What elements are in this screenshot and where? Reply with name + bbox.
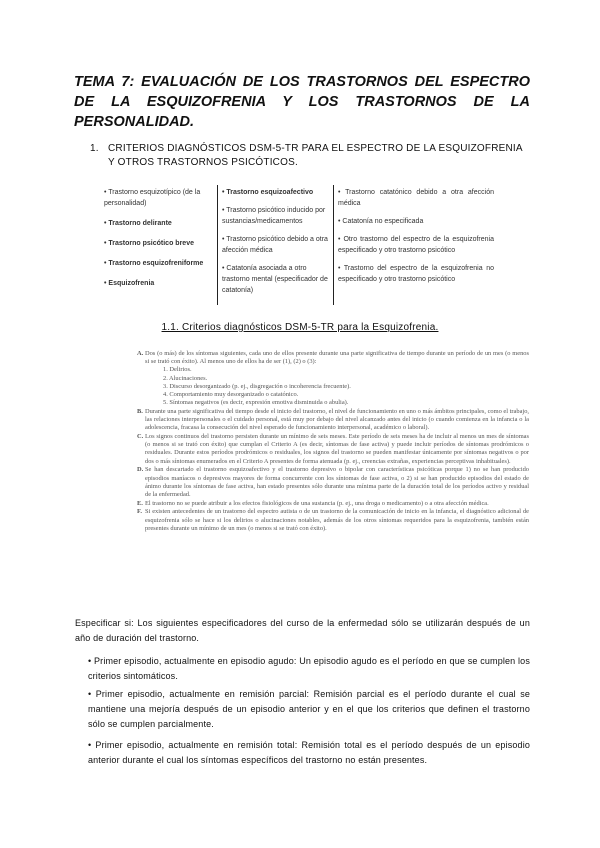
disorder-item: • Trastorno esquizofreniforme bbox=[104, 260, 204, 267]
disorder-item: • Trastorno psicótico debido a otra afección médica bbox=[222, 236, 328, 254]
criterion-letter: E. bbox=[137, 499, 143, 507]
criterion-d bbox=[137, 466, 529, 499]
specifier-paragraph: Especificar si: Los siguientes especificadores del curso de la enfermedad sólo se utilizarán después de un año de duración del trastorno. bbox=[75, 618, 530, 643]
symptom-item: 3. Discurso desorganizado (p. ej., disgregación o incoherencia frecuente). bbox=[163, 382, 351, 390]
disorders-column-1 bbox=[100, 185, 218, 305]
criterion-letter: B. bbox=[137, 407, 143, 415]
disorder-item: • Trastorno psicótico breve bbox=[104, 240, 194, 247]
criterion-text: Se han descartado el trastorno esquizoafectivo y el trastorno depresivo o bipolar con características psicóticas porque 1) no se han producido episodios maníacos o depresivos mayores de forma concurrente con los síntomas de fase activa, o 2) si se han producido episodios del estado de ánimo durante los síntomas de fase activa, han estado presentes sólo durante una mínima parte de la duración total de los períodos activo y residual de la enfermedad. bbox=[145, 466, 529, 498]
subsection-heading: 1.1. Criterios diagnósticos DSM-5-TR para la Esquizofrenia. bbox=[161, 322, 439, 333]
criterion-letter: C. bbox=[137, 433, 144, 441]
disorders-table bbox=[100, 185, 498, 305]
section-heading bbox=[90, 142, 530, 170]
specifier-bullet: • Primer episodio, actualmente en remisión total: Remisión total es el período después de un episodio anterior durante el cual los síntomas específicos del trastorno no están presentes. bbox=[88, 740, 530, 765]
specifier-bullet: • Primer episodio, actualmente en episodio agudo: Un episodio agudo es el período en que se cumplen los criterios sintomáticos. bbox=[88, 656, 530, 681]
disorder-item: • Trastorno psicótico inducido por sustancias/medicamentos bbox=[222, 207, 326, 225]
disorder-item: • Esquizofrenia bbox=[104, 280, 155, 287]
criterion-a bbox=[137, 350, 529, 407]
section-title: CRITERIOS DIAGNÓSTICOS DSM-5-TR PARA EL ESPECTRO DE LA ESQUIZOFRENIA Y OTROS TRASTORNOS PSICÓTICOS. bbox=[108, 143, 523, 168]
disorder-item: • Otro trastorno del espectro de la esquizofrenia especificado y otro trastorno psicótico bbox=[338, 236, 494, 254]
disorder-item: • Trastorno catatónico debido a otra afección médica bbox=[338, 189, 494, 207]
criterion-text: Dos (o más) de los síntomas siguientes, cada uno de ellos presente durante una parte significativa de tiempo durante un período de un mes (o menos si se trató con éxito). Al menos uno de ellos ha de ser (1), (2) o (3): bbox=[145, 350, 529, 366]
criterion-letter: A. bbox=[137, 350, 144, 357]
page-title: TEMA 7: EVALUACIÓN DE LOS TRASTORNOS DEL ESPECTRO DE LA ESQUIZOFRENIA Y LOS TRASTORNOS DE LA PERSONALIDAD. bbox=[74, 74, 530, 130]
section-number: 1. bbox=[90, 143, 99, 154]
symptom-item: 2. Alucinaciones. bbox=[163, 374, 208, 382]
criterion-letter: D. bbox=[137, 466, 144, 474]
criterion-c bbox=[137, 433, 529, 466]
symptom-item: 1. Delirios. bbox=[163, 366, 192, 374]
criteria-scan bbox=[137, 350, 529, 533]
criterion-text: Durante una parte significativa del tiempo desde el inicio del trastorno, el nivel de funcionamiento en uno o más ámbitos principales, como el trabajo, las relaciones interpersonales o el cuidado personal, está muy por debajo del nivel alcanzado antes del inicio (o cuando comienza en la infancia o la adolescencia, fracasa la consecución del nivel esperado de funcionamiento interpersonal, académico o laboral). bbox=[145, 407, 529, 432]
criterion-letter: F. bbox=[137, 508, 142, 516]
symptom-list bbox=[163, 366, 529, 407]
criterion-text: Si existen antecedentes de un trastorno del espectro autista o de un trastorno de la comunicación de inicio en la infancia, el diagnóstico adicional de esquizofrenia sólo se hace si los delirios o alucinaciones notables, además de los otros síntomas requeridos para la esquizofrenia, también están presentes durante un mínimo de un mes (o menos si se trató con éxito). bbox=[145, 508, 529, 532]
disorder-item: • Catatonía asociada a otro trastorno mental (especificador de catatonía) bbox=[222, 265, 328, 294]
criterion-f bbox=[137, 508, 529, 533]
disorder-item: • Catatonía no especificada bbox=[338, 218, 424, 225]
specifier-bullet: • Primer episodio, actualmente en remisión parcial: Remisión parcial es el período durante el cual se mantiene una mejoría después de un episodio anterior y en el que los criterios que definen el trastorno sólo se cumplen parcialmente. bbox=[88, 689, 530, 729]
criterion-text: Los signos continuos del trastorno persisten durante un mínimo de seis meses. Este período de seis meses ha de incluir al menos un mes de síntomas (o menos si se trató con éxito) que cumplan el Criterio A (es decir, síntomas de fase activa) y puede incluir períodos de síntomas prodrómicos o residuales. Durante estos períodos prodrómicos o residuales, los signos del trastorno se pueden manifestar únicamente por síntomas negativos o por dos o más síntomas enumerados en el Criterio A presentes de forma atenuada (p. ej., creencias extrañas, experiencias perceptivas inhabituales). bbox=[145, 433, 529, 465]
disorder-item: • Trastorno esquizotípico (de la personalidad) bbox=[104, 189, 201, 207]
disorder-item: • Trastorno delirante bbox=[104, 220, 172, 227]
symptom-item: 5. Síntomas negativos (es decir, expresión emotiva disminuida o abulia). bbox=[163, 399, 349, 407]
disorders-column-2 bbox=[218, 185, 334, 305]
criterion-b bbox=[137, 408, 529, 433]
disorder-item: • Trastorno esquizoafectivo bbox=[222, 189, 314, 196]
criterion-e bbox=[137, 500, 529, 508]
criterion-text: El trastorno no se puede atribuir a los efectos fisiológicos de una sustancia (p. ej., una droga o medicamento) o a otra afección médica. bbox=[145, 499, 489, 507]
symptom-item: 4. Comportamiento muy desorganizado o catatónico. bbox=[163, 391, 299, 399]
disorders-column-3 bbox=[334, 185, 498, 305]
disorder-item: • Trastorno del espectro de la esquizofrenia no especificado y otro trastorno psicótico bbox=[338, 265, 494, 283]
